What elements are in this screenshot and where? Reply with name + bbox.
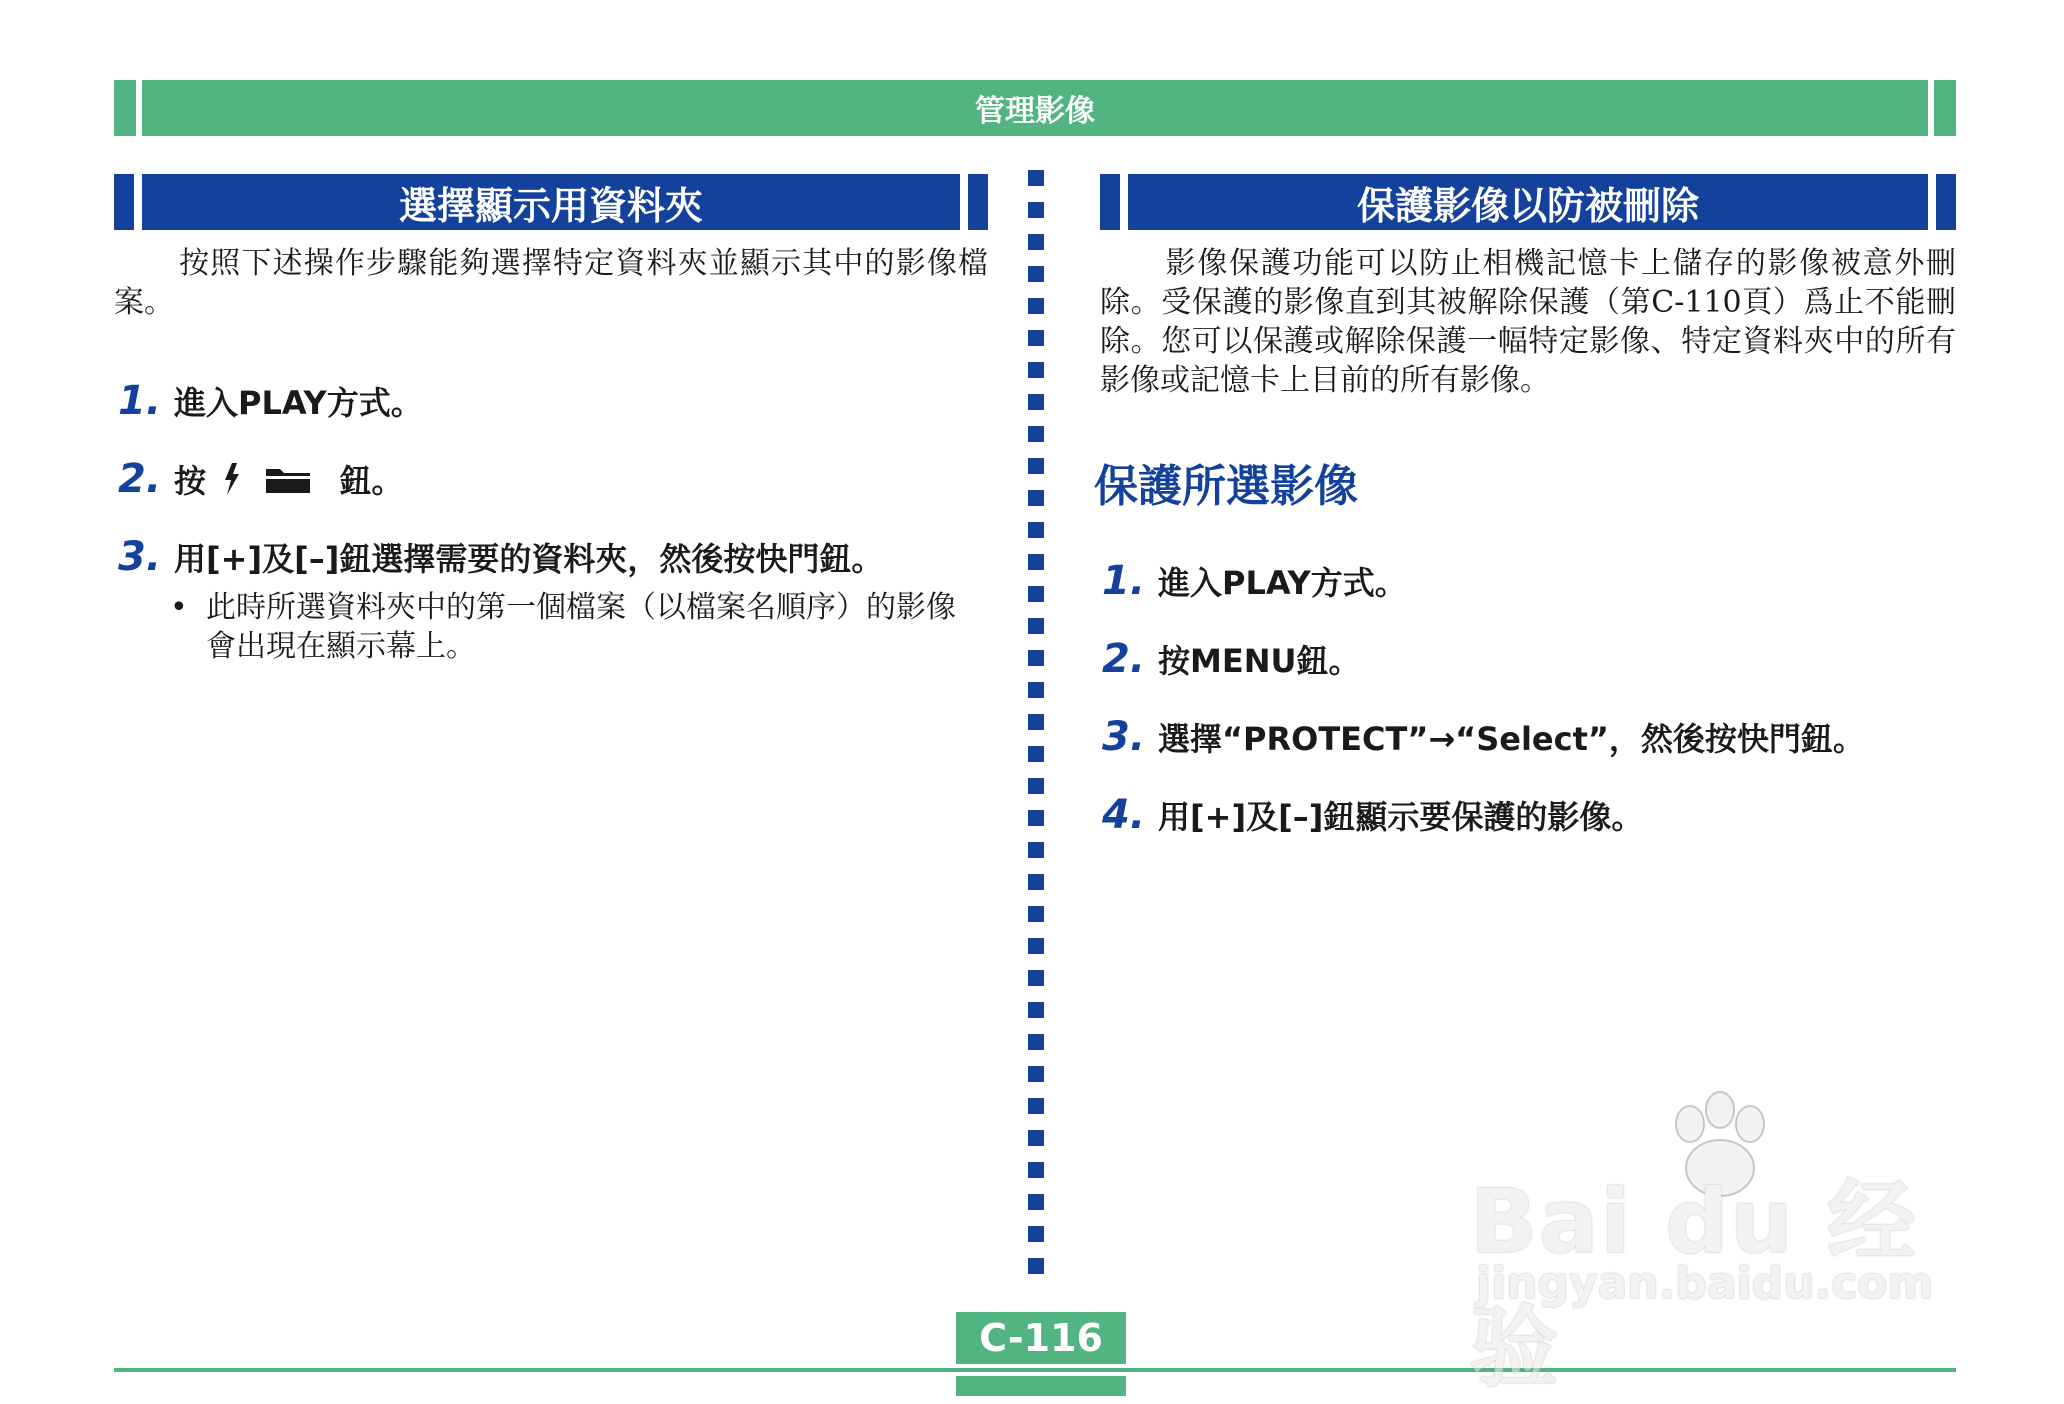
- folder-icon: [264, 464, 312, 502]
- step-number: 3.: [1102, 714, 1146, 760]
- divider-dash: [1028, 778, 1044, 794]
- step-text-after: 鈕。: [339, 462, 404, 500]
- divider-dash: [1028, 810, 1044, 826]
- divider-dash: [1028, 874, 1044, 890]
- left-step-2: [118, 456, 403, 504]
- divider-dash: [1028, 170, 1044, 186]
- left-section-title: 選擇顯示用資料夾: [142, 174, 960, 230]
- left-intro-text: 按照下述操作步驟能夠選擇特定資料夾並顯示其中的影像檔案。: [114, 246, 988, 320]
- divider-dash: [1028, 394, 1044, 410]
- right-section-title: 保護影像以防被刪除: [1128, 174, 1928, 230]
- step-text: 用[+]及[–]鈕選擇需要的資料夾，然後按快門鈕。: [174, 540, 884, 578]
- title-edge-right: [968, 174, 988, 230]
- step-text-before: 按: [174, 462, 207, 500]
- divider-dash: [1028, 298, 1044, 314]
- left-step-1: [118, 378, 423, 424]
- divider-dash: [1028, 362, 1044, 378]
- divider-dash: [1028, 1098, 1044, 1114]
- divider-dash: [1028, 1066, 1044, 1082]
- divider-dash: [1028, 842, 1044, 858]
- bullet-mark: •: [170, 590, 188, 625]
- title-edge-left: [1100, 174, 1120, 230]
- divider-dash: [1028, 746, 1044, 762]
- right-intro-paragraph: [1100, 244, 1956, 400]
- divider-dash: [1028, 1258, 1044, 1274]
- divider-dash: [1028, 1130, 1044, 1146]
- divider-dash: [1028, 1034, 1044, 1050]
- step-number: 1.: [118, 378, 162, 424]
- divider-dash: [1028, 650, 1044, 666]
- divider-dash: [1028, 1194, 1044, 1210]
- page-number-tab: [956, 1376, 1126, 1396]
- step-number: 1.: [1102, 558, 1146, 604]
- watermark-url: jingyan.baidu.com: [1476, 1258, 1934, 1309]
- divider-dash: [1028, 906, 1044, 922]
- divider-dash: [1028, 618, 1044, 634]
- divider-dash: [1028, 970, 1044, 986]
- step-number: 4.: [1102, 792, 1146, 838]
- column-divider: [1028, 170, 1044, 1290]
- left-intro-paragraph: [114, 244, 988, 322]
- right-subheading: 保護所選影像: [1094, 461, 1358, 512]
- divider-dash: [1028, 426, 1044, 442]
- page-number: C-116: [956, 1312, 1126, 1364]
- chapter-header-bar: [114, 80, 1956, 136]
- bullet-text: 此時所選資料夾中的第一個檔案（以檔案名順序）的影像會出現在顯示幕上。: [206, 590, 956, 664]
- right-section-title-bar: [1100, 174, 1956, 230]
- divider-dash: [1028, 266, 1044, 282]
- left-bullet-note: [170, 588, 980, 666]
- header-edge-right: [1934, 80, 1956, 136]
- divider-dash: [1028, 682, 1044, 698]
- left-section-title-bar: [114, 174, 988, 230]
- divider-dash: [1028, 234, 1044, 250]
- divider-dash: [1028, 586, 1044, 602]
- divider-dash: [1028, 1002, 1044, 1018]
- right-step-1: [1102, 558, 1407, 604]
- divider-dash: [1028, 1162, 1044, 1178]
- divider-dash: [1028, 490, 1044, 506]
- right-intro-text: 影像保護功能可以防止相機記憶卡上儲存的影像被意外刪除。受保護的影像直到其被解除保護（第C-110頁）爲止不能刪除。您可以保護或解除保護一幅特定影像、特定資料夾中的所有影像或記憶卡上目前的所有影像。: [1100, 246, 1956, 398]
- watermark-main-text: Bai du 经验: [1470, 1170, 1918, 1399]
- step-number: 2.: [118, 456, 162, 502]
- title-edge-left: [114, 174, 134, 230]
- divider-dash: [1028, 714, 1044, 730]
- header-edge-left: [114, 80, 136, 136]
- divider-dash: [1028, 554, 1044, 570]
- step-text: [174, 456, 403, 504]
- step-text: 進入PLAY方式。: [1158, 564, 1407, 602]
- step-text: 用[+]及[–]鈕顯示要保護的影像。: [1158, 798, 1644, 836]
- divider-dash: [1028, 1226, 1044, 1242]
- step-text: 進入PLAY方式。: [174, 384, 423, 422]
- divider-dash: [1028, 330, 1044, 346]
- baidu-watermark: [1470, 1090, 1950, 1399]
- flash-icon: [223, 462, 241, 504]
- step-number: 3.: [118, 534, 162, 580]
- right-step-4: [1102, 792, 1643, 838]
- chapter-title: 管理影像: [142, 80, 1928, 136]
- step-number: 2.: [1102, 636, 1146, 682]
- divider-dash: [1028, 202, 1044, 218]
- divider-dash: [1028, 938, 1044, 954]
- right-step-2: [1102, 636, 1360, 682]
- step-text: 按MENU鈕。: [1158, 642, 1361, 680]
- title-edge-right: [1936, 174, 1956, 230]
- divider-dash: [1028, 458, 1044, 474]
- right-step-3: [1102, 714, 1865, 760]
- left-step-3: [118, 534, 883, 580]
- divider-dash: [1028, 522, 1044, 538]
- step-text: 選擇“PROTECT”→“Select”，然後按快門鈕。: [1158, 720, 1865, 758]
